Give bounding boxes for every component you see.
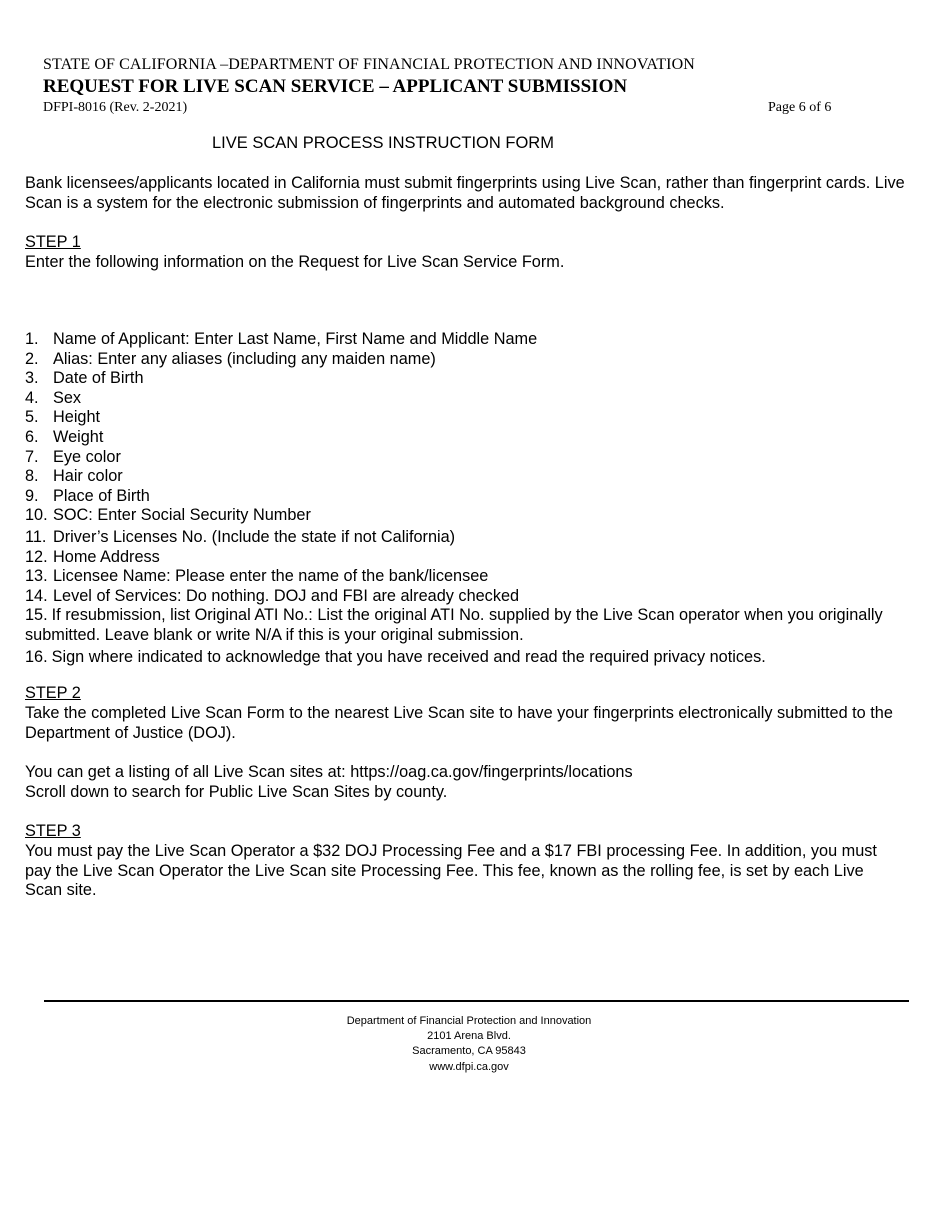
list-item: 6. Weight bbox=[25, 427, 104, 446]
footer-website: www.dfpi.ca.gov bbox=[429, 1060, 509, 1073]
footer-street: 2101 Arena Blvd. bbox=[427, 1030, 511, 1043]
live-scan-listing-line: You can get a listing of all Live Scan sites at: https://oag.ca.gov/fingerprints/locations bbox=[25, 763, 633, 781]
list-item: 16. Sign where indicated to acknowledge that you have received and read the required privacy notices. bbox=[25, 647, 766, 666]
scroll-instruction-line: Scroll down to search for Public Live Scan Sites by county. bbox=[25, 783, 448, 801]
step1-instruction-list bbox=[25, 330, 925, 667]
intro-paragraph: Bank licensees/applicants located in California must submit fingerprints using Live Scan, rather than fingerprint cards. Live Scan is a system for the electronic submission of fingerprints and automated background checks. bbox=[25, 174, 905, 212]
list-item: 2. Alias: Enter any aliases (including any maiden name) bbox=[25, 349, 436, 368]
step1-heading: STEP 1 bbox=[25, 233, 81, 251]
list-item: 14. Level of Services: Do nothing. DOJ and FBI are already checked bbox=[25, 586, 520, 605]
list-item: 4. Sex bbox=[25, 388, 82, 407]
list-item: 10. SOC: Enter Social Security Number bbox=[25, 506, 311, 525]
form-title: LIVE SCAN PROCESS INSTRUCTION FORM bbox=[212, 134, 554, 152]
page-number: Page 6 of 6 bbox=[768, 100, 832, 115]
list-item: 13. Licensee Name: Please enter the name of the bank/licensee bbox=[25, 567, 489, 586]
list-item: 11. Driver’s Licenses No. (Include the state if not California) bbox=[25, 527, 456, 546]
footer-department: Department of Financial Protection and Innovation bbox=[346, 1015, 592, 1027]
footer-divider bbox=[44, 1000, 909, 1002]
step3-heading: STEP 3 bbox=[25, 822, 81, 840]
list-item: 12. Home Address bbox=[25, 547, 160, 566]
footer-address bbox=[44, 1014, 894, 1075]
footer-city: Sacramento, CA 95843 bbox=[412, 1045, 526, 1058]
list-item: 3. Date of Birth bbox=[25, 369, 144, 388]
list-item: 8. Hair color bbox=[25, 467, 123, 486]
step2-heading: STEP 2 bbox=[25, 684, 81, 702]
list-item: 1. Name of Applicant: Enter Last Name, First Name and Middle Name bbox=[25, 330, 538, 348]
agency-name: STATE OF CALIFORNIA –DEPARTMENT OF FINANCIAL PROTECTION AND INNOVATION bbox=[43, 56, 695, 73]
list-item: 5. Height bbox=[25, 408, 101, 427]
step2-text: Take the completed Live Scan Form to the nearest Live Scan site to have your fingerprints electronically submitted to the Department of Justice (DOJ). bbox=[25, 704, 893, 742]
list-item: 15. If resubmission, list Original ATI No.: List the original ATI No. supplied by the Live Scan operator when you originally submitted. Leave blank or write N/A if this is your original submission. bbox=[25, 606, 883, 644]
step1-text: Enter the following information on the Request for Live Scan Service Form. bbox=[25, 253, 565, 271]
list-item: 7. Eye color bbox=[25, 447, 121, 466]
list-item: 9. Place of Birth bbox=[25, 486, 150, 505]
document-title: REQUEST FOR LIVE SCAN SERVICE – APPLICANT SUBMISSION bbox=[43, 76, 628, 97]
step3-text: You must pay the Live Scan Operator a $32 DOJ Processing Fee and a $17 FBI processing Fee. In addition, you must pay the Live Scan Operator the Live Scan site Processing Fee. This fee, known as the rolling fee, is set by each Live Scan site. bbox=[25, 842, 877, 900]
form-number: DFPI-8016 (Rev. 2-2021) bbox=[43, 100, 188, 115]
